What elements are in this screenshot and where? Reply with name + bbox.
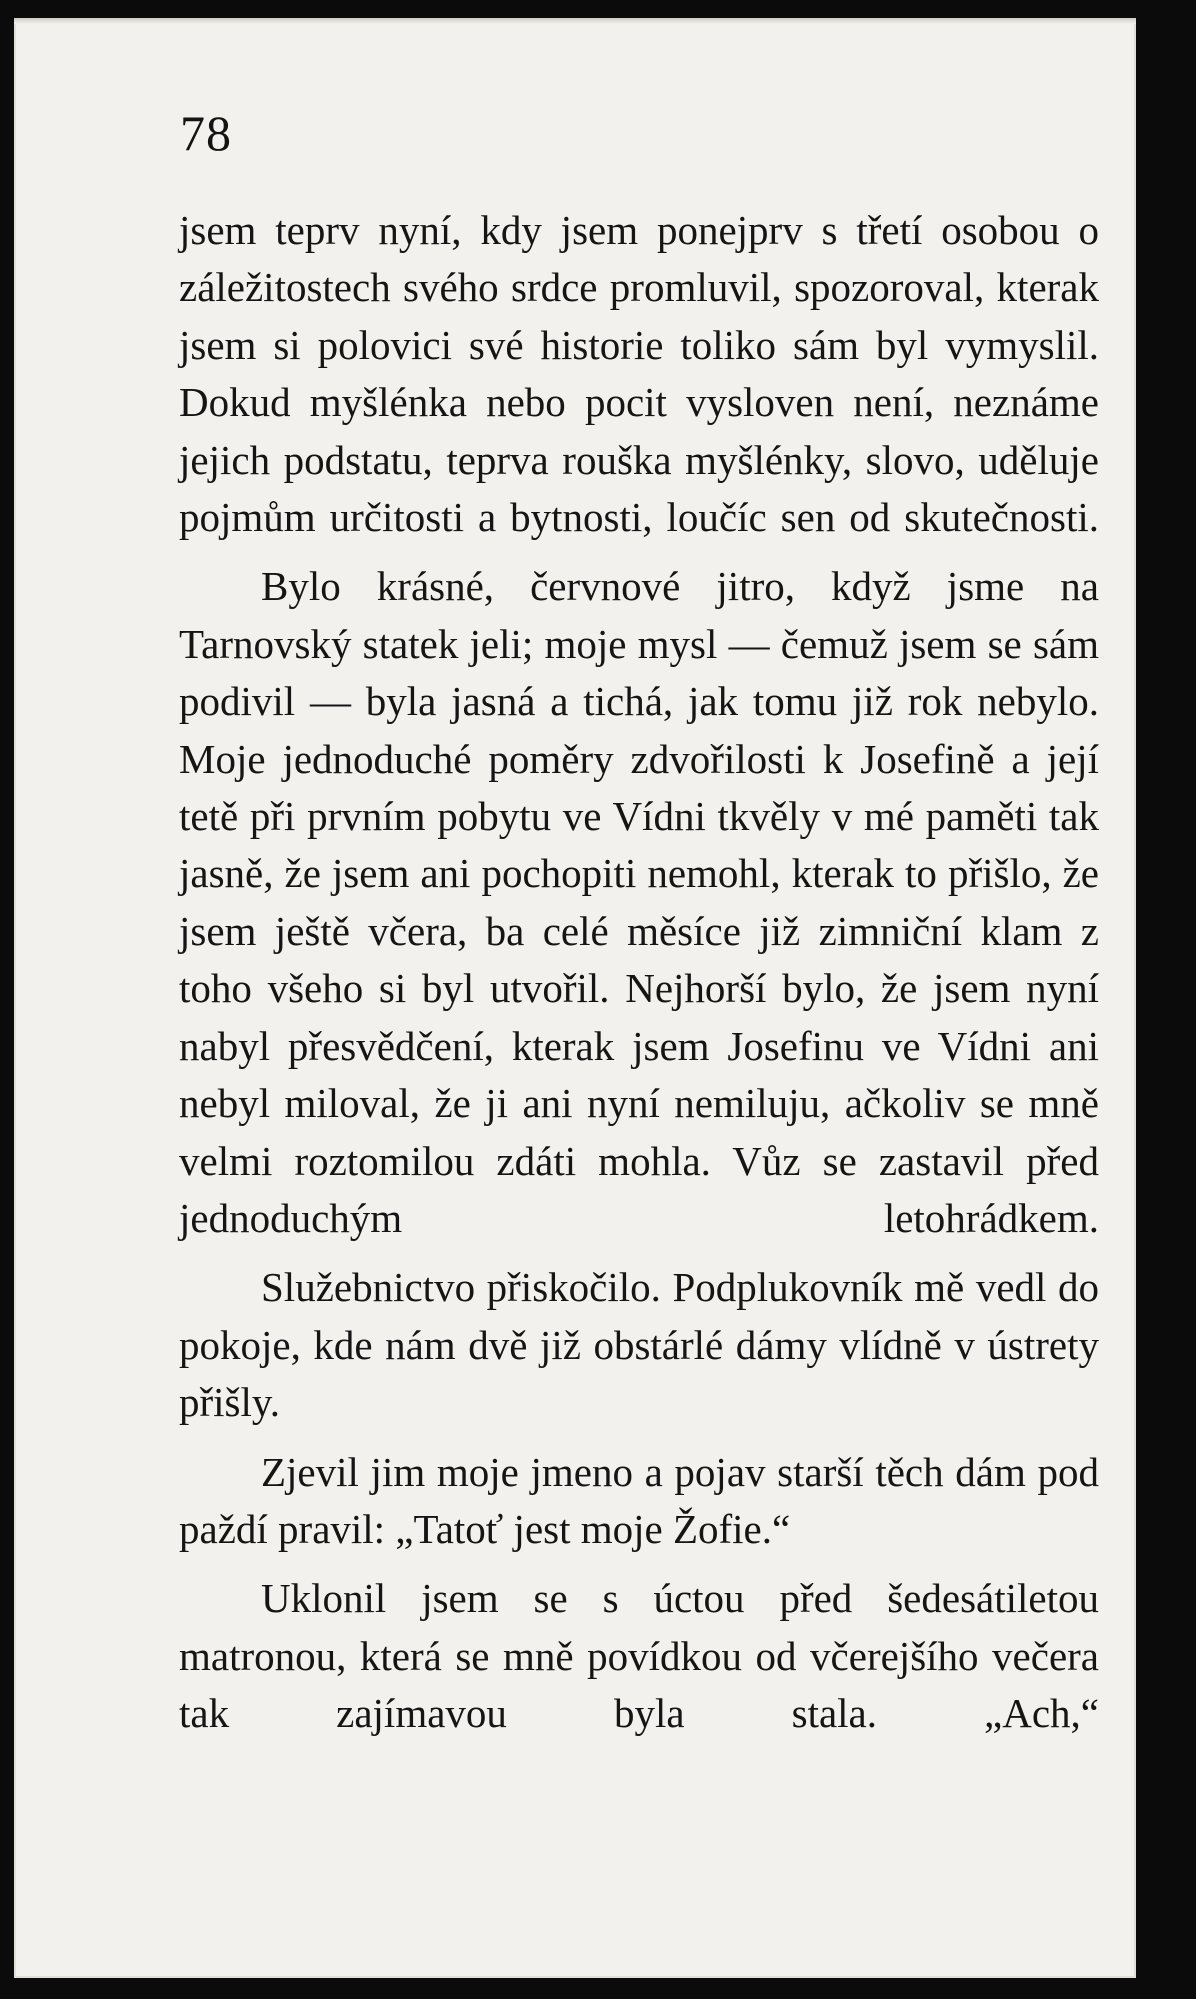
paragraph-1: jsem teprv nyní, kdy jsem ponejprv s třetí osobou o záležitostech svého srdce promluvil, spozoroval, kterak jsem si polovici své historie toliko sám byl vymyslil. Dokud myšlénka nebo pocit vysloven není, neznáme jejich podstatu, teprva rouška myšlénky, slovo, uděluje pojmům určitosti a bytnosti, loučíc sen od skutečnosti.	[179, 207, 1099, 541]
page-number: 78	[180, 105, 232, 161]
paragraph-gap	[179, 1558, 1099, 1570]
page-top-edge	[14, 18, 1136, 24]
paragraph-gap	[179, 1432, 1099, 1444]
paragraph-5: Uklonil jsem se s úctou před šedesátiletou matronou, která se mně povídkou od včerejšího večera tak zajímavou byla stala. „Ach,“	[179, 1575, 1099, 1737]
page-text	[179, 202, 1099, 1743]
paragraph-3: Služebnictvo přiskočilo. Podplukovník mě vedl do pokoje, kde nám dvě již obstárlé dámy vlídně v ústrety přišly.	[179, 1264, 1099, 1426]
paragraph-2: Bylo krásné, červnové jitro, když jsme na Tarnovský statek jeli; moje mysl — čemuž jsem se sám podivil — byla jasná a tichá, jak tomu již rok nebylo. Moje jednoduché poměry zdvořilosti k Josefině a její tetě při prvním pobytu ve Vídni tkvěly v mé paměti tak jasně, že jsem ani pochopiti nemohl, kterak to přišlo, že jsem ještě včera, ba celé měsíce již zimniční klam z toho všeho si byl utvořil. Nejhorší bylo, že jsem nyní nabyl přesvědčení, kterak jsem Josefinu ve Vídni ani nebyl miloval, že ji ani nyní nemiluju, ačkoliv se mně velmi roztomilou zdáti mohla. Vůz se zastavil před jednoduchým letohrádkem.	[179, 563, 1099, 1241]
book-page	[14, 18, 1136, 1978]
paragraph-4: Zjevil jim moje jmeno a pojav starší těch dám pod paždí pravil: „Tatoť jest moje Žofie.“	[179, 1448, 1099, 1552]
paragraph-gap	[179, 546, 1099, 558]
paragraph-gap	[179, 1247, 1099, 1259]
